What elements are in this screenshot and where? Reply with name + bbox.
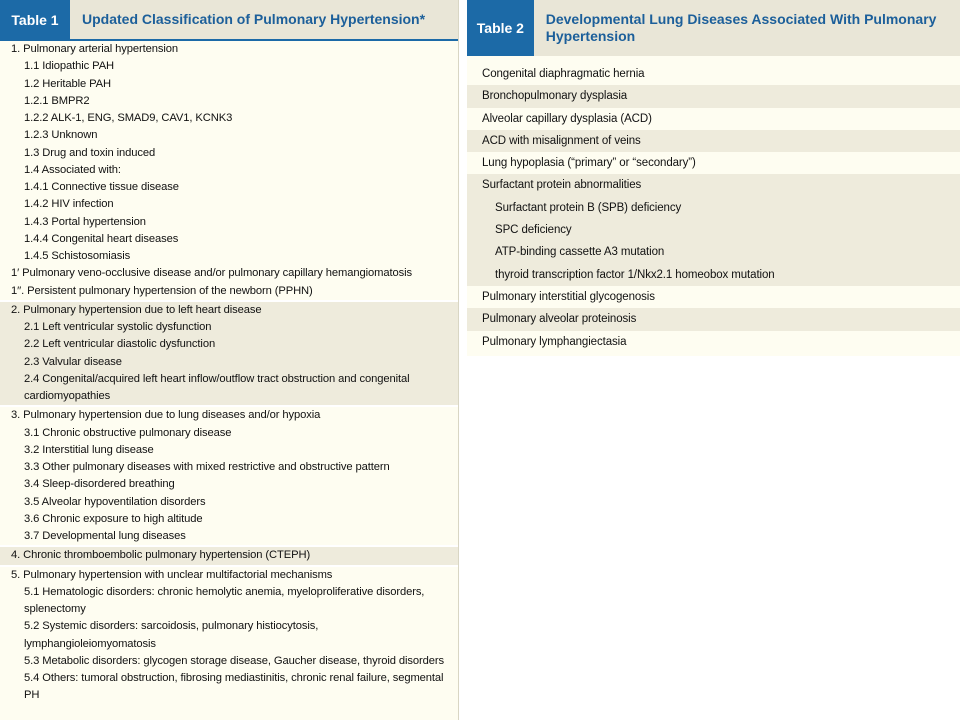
table-1-group <box>0 41 458 300</box>
table-2-title: Developmental Lung Diseases Associated With Pulmonary Hypertension <box>545 11 937 44</box>
table-1-row: 1.4.5 Schistosomiasis <box>24 250 131 262</box>
table-2-body <box>467 56 960 353</box>
table-1-row: 1.2.3 Unknown <box>24 129 98 142</box>
table-1-row: 5.1 Hematologic disorders: chronic hemolytic anemia, myeloproliferative disorders, splenectomy <box>24 585 425 615</box>
table-1-row: 4. Chronic thromboembolic pulmonary hypertension (CTEPH) <box>11 549 311 562</box>
table-1-row: 1.4 Associated with: <box>24 163 121 176</box>
table-2-row: Pulmonary lymphangiectasia <box>482 335 627 348</box>
table-1-row: 2.4 Congenital/acquired left heart inflow/outflow tract obstruction and congenital cardiomyopathies <box>24 372 410 402</box>
table-1-row: 1.4.1 Connective tissue disease <box>24 181 179 193</box>
table-1-row: 1.3 Drug and toxin induced <box>24 146 156 159</box>
table-1-row: 5.4 Others: tumoral obstruction, fibrosing mediastinitis, chronic renal failure, segmental PH <box>24 672 444 702</box>
table-2-row: Surfactant protein abnormalities <box>467 174 960 196</box>
table-1-group <box>0 565 458 705</box>
table-1-row: 1.4.4 Congenital heart diseases <box>24 232 179 245</box>
table-2-row: ATP-binding cassette A3 mutation <box>467 241 960 263</box>
table-1-body <box>0 41 458 705</box>
table-2-row: Alveolar capillary dysplasia (ACD) <box>482 112 652 125</box>
table-1-row: 1.2.1 BMPR2 <box>24 94 90 107</box>
table-2-row: Lung hypoplasia (“primary” or “secondary”) <box>482 157 696 170</box>
table-1-header <box>0 0 458 39</box>
table-1-group <box>0 405 458 545</box>
table-1-row: 5.3 Metabolic disorders: glycogen storage disease, Gaucher disease, thyroid disorders <box>24 654 444 667</box>
table-1-row: 5.2 Systemic disorders: sarcoidosis, pulmonary histiocytosis, lymphangioleiomyomatosis <box>24 620 319 650</box>
table-1-group <box>0 545 458 564</box>
table-1-row: 3.5 Alveolar hypoventilation disorders <box>24 495 206 508</box>
table-1-row: 2.1 Left ventricular systolic dysfunction <box>24 321 212 333</box>
table-1-row: 3.7 Developmental lung diseases <box>24 530 186 542</box>
table-1-row: 2. Pulmonary hypertension due to left heart disease <box>11 303 262 316</box>
table-1 <box>0 0 459 720</box>
table-1-row: 3.6 Chronic exposure to high altitude <box>24 512 203 525</box>
table-1-row: 1.4.2 HIV infection <box>24 198 114 211</box>
table-2-header <box>467 0 960 56</box>
table-2-row: Bronchopulmonary dysplasia <box>467 85 960 107</box>
table-1-number: Table 1 <box>0 0 70 39</box>
table-1-row: 1.1 Idiopathic PAH <box>24 60 115 73</box>
table-1-title: Updated Classification of Pulmonary Hypertension* <box>82 11 426 27</box>
table-1-row: 3.1 Chronic obstructive pulmonary disease <box>24 426 232 439</box>
table-1-row: 2.2 Left ventricular diastolic dysfunction <box>24 338 216 351</box>
table-1-row: 2.3 Valvular disease <box>24 355 122 368</box>
table-2-row: Surfactant protein B (SPB) deficiency <box>467 197 960 219</box>
table-2-row: ACD with misalignment of veins <box>467 130 960 152</box>
table-1-row: 5. Pulmonary hypertension with unclear multifactorial mechanisms <box>11 568 333 581</box>
table-1-row: 3.2 Interstitial lung disease <box>24 443 154 456</box>
table-1-row: 1′′. Persistent pulmonary hypertension of the newborn (PPHN) <box>11 284 313 297</box>
table-1-row: 1.2 Heritable PAH <box>24 77 112 90</box>
table-2-row: Pulmonary alveolar proteinosis <box>467 308 960 330</box>
table-2-row: Congenital diaphragmatic hernia <box>482 68 645 80</box>
table-2-row: thyroid transcription factor 1/Nkx2.1 homeobox mutation <box>467 264 960 286</box>
table-1-row: 3. Pulmonary hypertension due to lung diseases and/or hypoxia <box>11 409 321 422</box>
table-1-row: 3.3 Other pulmonary diseases with mixed restrictive and obstructive pattern <box>24 461 390 473</box>
table-1-row: 1.4.3 Portal hypertension <box>24 215 146 228</box>
table-2-row: SPC deficiency <box>467 219 960 241</box>
table-2-number: Table 2 <box>467 0 534 56</box>
table-1-row: 1.2.2 ALK-1, ENG, SMAD9, CAV1, KCNK3 <box>24 112 233 124</box>
table-1-row: 1′ Pulmonary veno-occlusive disease and/or pulmonary capillary hemangiomatosis <box>11 267 412 280</box>
table-2-row: Pulmonary interstitial glycogenosis <box>482 290 655 303</box>
table-1-group <box>0 300 458 406</box>
table-2 <box>467 0 960 356</box>
table-1-row: 3.4 Sleep-disordered breathing <box>24 478 175 491</box>
table-1-row: 1. Pulmonary arterial hypertension <box>11 43 178 55</box>
